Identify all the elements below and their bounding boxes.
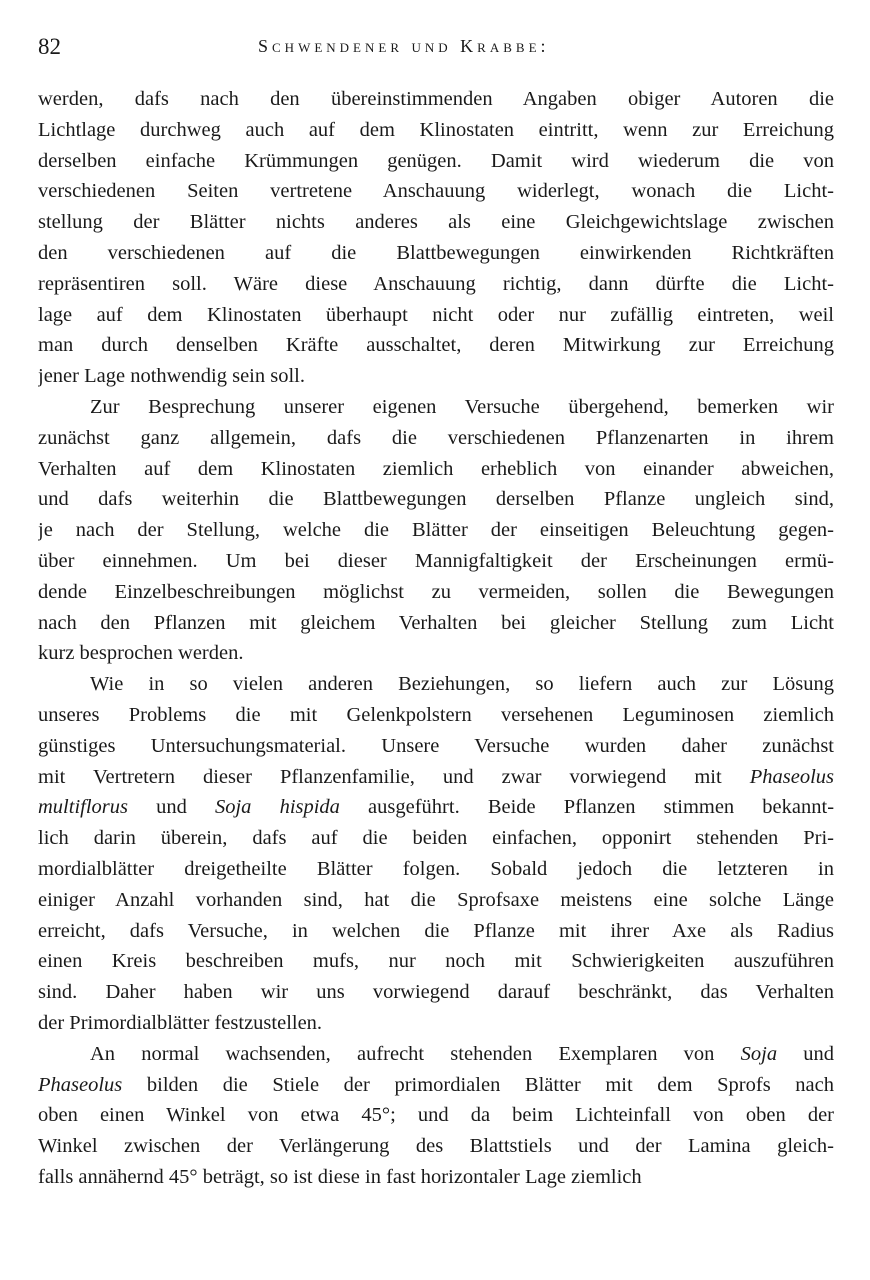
text-line: Winkel zwischen der Verlängerung des Blattstiels und der Lamina gleich- (38, 1135, 834, 1158)
text-line: werden, dafs nach den übereinstimmenden Angaben obiger Autoren die (38, 88, 834, 110)
text-line: kurz besprochen werden. (38, 642, 244, 665)
text-line: unseres Problems die mit Gelenkpolstern versehenen Leguminosen ziemlich (38, 703, 834, 726)
text-line: sind. Daher haben wir uns vorwiegend darauf beschränkt, das Verhalten (38, 981, 834, 1004)
text-line: verschiedenen Seiten vertretene Anschauung widerlegt, wonach die Licht- (38, 180, 834, 203)
text-line: Phaseolus bilden die Stiele der primordialen Blätter mit dem Sprofs nach (38, 1073, 834, 1096)
text-line: je nach der Stellung, welche die Blätter der einseitigen Beleuchtung gegen- (38, 519, 834, 542)
running-head: Schwendener und Krabbe: (258, 36, 550, 56)
page (38, 30, 834, 1193)
text-line: An normal wachsenden, aufrecht stehenden Exemplaren von Soja und (90, 1042, 834, 1065)
text-line: Wie in so vielen anderen Beziehungen, so liefern auch zur Lösung (90, 673, 834, 696)
body-text (38, 84, 834, 1193)
page-header (38, 30, 834, 70)
text-line: Verhalten auf dem Klinostaten ziemlich erheblich von einander abweichen, (38, 457, 834, 480)
page-number: 82 (38, 34, 61, 59)
text-line: einiger Anzahl vorhanden sind, hat die Sprofsaxe meistens eine solche Länge (38, 888, 834, 911)
text-line: Lichtlage durchweg auch auf dem Klinostaten eintritt, wenn zur Erreichung (38, 118, 834, 141)
text-line: nach den Pflanzen mit gleichem Verhalten bei gleicher Stellung zum Licht (38, 611, 834, 634)
text-line: stellung der Blätter nichts anderes als eine Gleichgewichtslage zwischen (38, 211, 834, 234)
text-line: erreicht, dafs Versuche, in welchen die Pflanze mit ihrer Axe als Radius (38, 919, 834, 942)
text-line: lich darin überein, dafs auf die beiden einfachen, opponirt stehenden Pri- (38, 827, 834, 850)
text-line: der Primordialblätter festzustellen. (38, 1011, 323, 1034)
text-line: man durch denselben Kräfte ausschaltet, deren Mitwirkung zur Erreichung (38, 334, 834, 357)
text-line: oben einen Winkel von etwa 45°; und da beim Lichteinfall von oben der (38, 1104, 834, 1127)
text-line: dende Einzelbeschreibungen möglichst zu vermeiden, sollen die Bewegungen (38, 580, 834, 603)
paragraph (38, 84, 834, 392)
text-line: günstiges Untersuchungsmaterial. Unsere Versuche wurden daher zunächst (38, 734, 834, 757)
text-line: lage auf dem Klinostaten überhaupt nicht oder nur zufällig eintreten, weil (38, 303, 834, 326)
text-line: den verschiedenen auf die Blattbewegungen einwirkenden Richtkräften (38, 241, 834, 264)
paragraph (38, 669, 834, 1039)
paragraph (38, 1039, 834, 1193)
paragraph (38, 392, 834, 669)
text-line: über einnehmen. Um bei dieser Mannigfaltigkeit der Erscheinungen ermü- (38, 549, 834, 572)
text-line: Zur Besprechung unserer eigenen Versuche übergehend, bemerken wir (90, 395, 834, 418)
text-line: derselben einfache Krümmungen genügen. Damit wird wiederum die von (38, 149, 834, 172)
text-line: einen Kreis beschreiben mufs, nur noch mit Schwierigkeiten auszuführen (38, 950, 834, 973)
text-line: mit Vertretern dieser Pflanzenfamilie, und zwar vorwiegend mit Phaseolus (38, 765, 834, 788)
text-line: falls annähernd 45° beträgt, so ist diese in fast horizontaler Lage ziemlich (38, 1165, 642, 1188)
text-line: repräsentiren soll. Wäre diese Anschauung richtig, dann dürfte die Licht- (38, 272, 834, 295)
text-line: zunächst ganz allgemein, dafs die verschiedenen Pflanzenarten in ihrem (38, 426, 834, 449)
text-line: und dafs weiterhin die Blattbewegungen derselben Pflanze ungleich sind, (38, 488, 834, 511)
text-line: jener Lage nothwendig sein soll. (38, 365, 306, 388)
text-line: mordialblätter dreigetheilte Blätter folgen. Sobald jedoch die letzteren in (38, 857, 834, 880)
text-line: multiflorus und Soja hispida ausgeführt. Beide Pflanzen stimmen bekannt- (38, 796, 834, 819)
